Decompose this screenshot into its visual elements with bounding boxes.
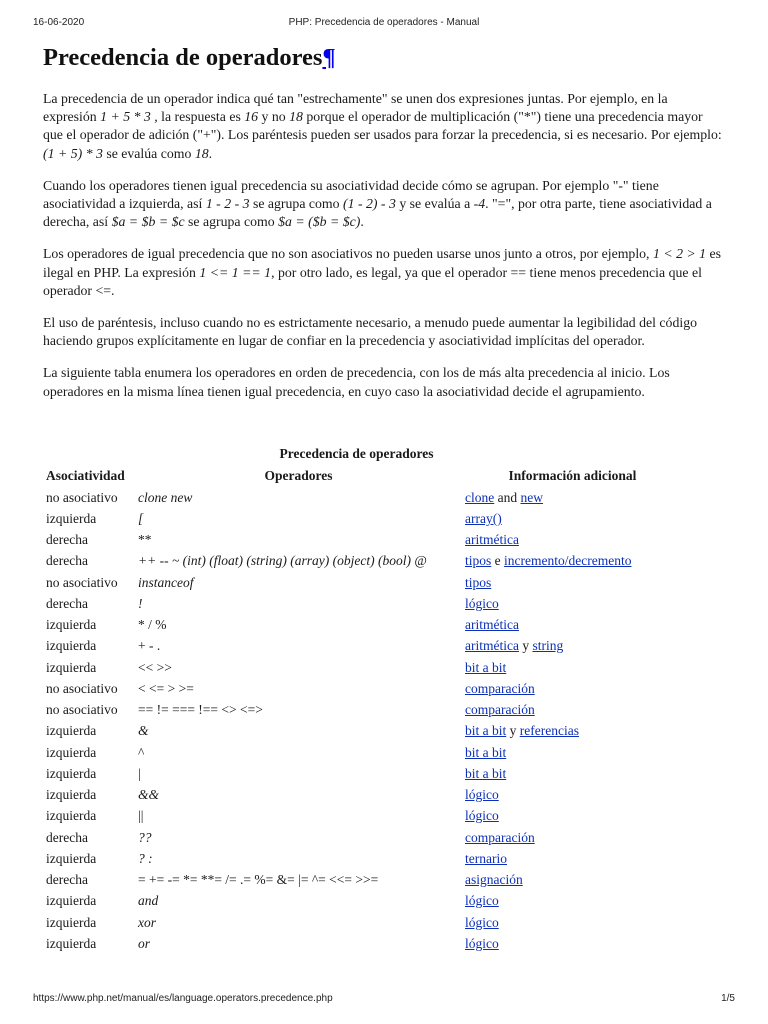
info-link[interactable]: bit a bit bbox=[465, 723, 507, 739]
info-link[interactable]: tipos bbox=[465, 553, 492, 569]
table-row bbox=[43, 615, 683, 636]
table-row bbox=[43, 785, 683, 806]
table-row bbox=[43, 678, 683, 699]
associativity-cell: izquierda bbox=[46, 638, 97, 654]
info-link[interactable]: lógico bbox=[465, 935, 499, 951]
info-cell bbox=[462, 508, 683, 529]
operators-text: | bbox=[138, 765, 141, 781]
operators-cell bbox=[135, 593, 462, 614]
associativity-cell: izquierda bbox=[46, 914, 97, 930]
operators-cell bbox=[135, 572, 462, 593]
operators-cell bbox=[135, 678, 462, 699]
info-cell bbox=[462, 870, 683, 891]
operators-text: + - . bbox=[138, 638, 161, 654]
associativity-cell: izquierda bbox=[46, 617, 97, 633]
table-row bbox=[43, 572, 683, 593]
info-cell bbox=[462, 572, 683, 593]
info-link[interactable]: aritmética bbox=[465, 617, 519, 633]
operators-cell bbox=[135, 508, 462, 529]
info-link[interactable]: lógico bbox=[465, 808, 499, 824]
paragraph-table-intro: La siguiente tabla enumera los operadores en orden de precedencia, con los de más alta precedencia al inicio. Los operadores en la misma línea tienen igual precedencia, en cuyo caso la asociatividad decide el agrupamiento. bbox=[43, 365, 670, 399]
print-header bbox=[33, 17, 735, 31]
associativity-cell: no asociativo bbox=[46, 574, 118, 590]
paragraph-parentheses: El uso de paréntesis, incluso cuando no es estrictamente necesario, a menudo puede aumentar la legibilidad del código haciendo grupos explícitamente en lugar de confiar en la precedencia y asociatividad implícitas del operador. bbox=[43, 315, 697, 349]
info-link[interactable]: asignación bbox=[465, 872, 523, 888]
info-link[interactable]: tipos bbox=[465, 574, 492, 590]
associativity-cell: derecha bbox=[46, 553, 88, 569]
table-row bbox=[43, 530, 683, 551]
table-row bbox=[43, 827, 683, 848]
operators-cell bbox=[135, 870, 462, 891]
associativity-cell: izquierda bbox=[46, 744, 97, 760]
operators-text: && bbox=[138, 787, 160, 803]
info-cell bbox=[462, 700, 683, 721]
info-link[interactable]: array() bbox=[465, 510, 502, 526]
operators-cell bbox=[135, 615, 462, 636]
operators-text: or bbox=[138, 935, 151, 951]
info-link[interactable]: new bbox=[520, 489, 543, 505]
page-title bbox=[43, 40, 723, 76]
operators-cell bbox=[135, 763, 462, 784]
operators-text: xor bbox=[138, 914, 156, 930]
operators-text: and bbox=[138, 893, 159, 909]
associativity-cell: izquierda bbox=[46, 850, 97, 866]
column-header-operators: Operadores bbox=[264, 468, 333, 483]
operators-text: || bbox=[138, 808, 144, 824]
operators-text: instanceof bbox=[138, 574, 194, 590]
column-header-associativity: Asociatividad bbox=[46, 468, 125, 483]
operators-text: [ bbox=[138, 510, 144, 526]
info-cell bbox=[462, 912, 683, 933]
table-row bbox=[43, 848, 683, 869]
operators-text: ! bbox=[138, 595, 143, 611]
print-footer bbox=[33, 993, 735, 1007]
associativity-cell: derecha bbox=[46, 532, 88, 548]
link-separator: e bbox=[491, 553, 505, 569]
info-link[interactable]: string bbox=[532, 638, 564, 654]
info-link[interactable]: aritmética bbox=[465, 638, 519, 654]
associativity-cell: no asociativo bbox=[46, 702, 118, 718]
associativity-cell: izquierda bbox=[46, 893, 97, 909]
info-cell bbox=[462, 615, 683, 636]
table-row bbox=[43, 870, 683, 891]
print-doc-title: PHP: Precedencia de operadores - Manual bbox=[288, 17, 480, 28]
info-link[interactable]: referencias bbox=[519, 723, 579, 739]
link-separator: and bbox=[494, 489, 521, 505]
info-cell bbox=[462, 785, 683, 806]
operators-cell bbox=[135, 657, 462, 678]
info-cell bbox=[462, 806, 683, 827]
info-link[interactable]: comparación bbox=[465, 702, 535, 718]
info-link[interactable]: bit a bit bbox=[465, 744, 507, 760]
info-link[interactable]: bit a bit bbox=[465, 659, 507, 675]
table-row bbox=[43, 891, 683, 912]
info-cell bbox=[462, 636, 683, 657]
operators-cell bbox=[135, 827, 462, 848]
paragraph-associativity: Cuando los operadores tienen igual precedencia su asociatividad decide cómo se agrupan. Por ejemplo "-" tiene asociatividad a izquierda, así 1 - 2 - 3 se agrupa como (1 - 2) - 3 y se evalúa a -4. "=", por otra parte, tiene asociatividad a derecha, así $a = $b = $c se agrupa como $a = ($b = $c). bbox=[43, 177, 712, 230]
info-cell bbox=[462, 763, 683, 784]
info-link[interactable]: comparación bbox=[465, 680, 535, 696]
link-separator: y bbox=[518, 638, 533, 654]
operators-text: < <= > >= bbox=[138, 680, 194, 696]
operators-text: == != === !== <> <=> bbox=[138, 702, 263, 718]
paragraph-precedence-intro: La precedencia de un operador indica qué tan "estrechamente" se unen dos expresiones juntas. Por ejemplo, en la expresión 1 + 5 * 3 , la respuesta es 16 y no 18 porque el operador de multiplicación ("*") tiene una precedencia mayor que el operador de adición ("+"). Los paréntesis pueden ser usados para forzar la precedencia, si es necesario. Por ejemplo: (1 + 5) * 3 se evalúa como 18. bbox=[43, 91, 722, 161]
info-link[interactable]: bit a bit bbox=[465, 765, 507, 781]
operators-text: ++ -- ~ (int) (float) (string) (array) (object) (bool) @ bbox=[138, 553, 427, 569]
associativity-cell: izquierda bbox=[46, 935, 97, 951]
table-row bbox=[43, 700, 683, 721]
associativity-cell: derecha bbox=[46, 872, 88, 888]
info-link[interactable]: lógico bbox=[465, 787, 499, 803]
print-date: 16-06-2020 bbox=[33, 17, 85, 28]
main-content bbox=[43, 40, 723, 401]
info-cell bbox=[462, 678, 683, 699]
table-row bbox=[43, 721, 683, 742]
info-cell bbox=[462, 487, 683, 508]
associativity-cell: no asociativo bbox=[46, 489, 118, 505]
table-row bbox=[43, 657, 683, 678]
table-row bbox=[43, 551, 683, 572]
table-row bbox=[43, 508, 683, 529]
table-row bbox=[43, 742, 683, 763]
operators-cell bbox=[135, 891, 462, 912]
associativity-cell: izquierda bbox=[46, 765, 97, 781]
table-body bbox=[43, 487, 683, 955]
table-row bbox=[43, 806, 683, 827]
operators-text: = += -= *= **= /= .= %= &= |= ^= <<= >>= bbox=[138, 872, 379, 888]
title-anchor-link[interactable]: ¶ bbox=[322, 44, 336, 71]
operators-text: ^ bbox=[138, 744, 145, 760]
associativity-cell: derecha bbox=[46, 829, 88, 845]
operators-cell bbox=[135, 487, 462, 508]
info-cell bbox=[462, 721, 683, 742]
table-row bbox=[43, 593, 683, 614]
table-row bbox=[43, 933, 683, 954]
info-cell bbox=[462, 530, 683, 551]
paragraph-non-associative: Los operadores de igual precedencia que no son asociativos no pueden usarse unos junto a otros, por ejemplo, 1 < 2 > 1 es ilegal en PHP. La expresión 1 <= 1 == 1, por otro lado, es legal, ya que el operador == tiene menos precedencia que el operador <=. bbox=[43, 246, 722, 298]
operators-text: << >> bbox=[138, 659, 172, 675]
link-separator: y bbox=[506, 723, 520, 739]
operators-cell bbox=[135, 636, 462, 657]
operators-cell bbox=[135, 551, 462, 572]
operators-cell bbox=[135, 785, 462, 806]
operators-cell bbox=[135, 742, 462, 763]
operators-text: ?? bbox=[138, 829, 152, 845]
info-link[interactable]: lógico bbox=[465, 595, 499, 611]
info-cell bbox=[462, 551, 683, 572]
table-row bbox=[43, 636, 683, 657]
table-row bbox=[43, 763, 683, 784]
operators-cell bbox=[135, 848, 462, 869]
table-header-row bbox=[43, 465, 683, 487]
info-link[interactable]: lógico bbox=[465, 914, 499, 930]
info-link[interactable]: aritmética bbox=[465, 532, 519, 548]
associativity-cell: derecha bbox=[46, 595, 88, 611]
info-cell bbox=[462, 593, 683, 614]
associativity-cell: izquierda bbox=[46, 659, 97, 675]
operators-text: ? : bbox=[138, 850, 153, 866]
print-page-number: 1/5 bbox=[721, 993, 735, 1004]
operators-text: ** bbox=[138, 532, 152, 548]
column-header-info: Información adicional bbox=[508, 468, 637, 483]
info-link[interactable]: clone bbox=[465, 489, 495, 505]
info-cell bbox=[462, 657, 683, 678]
table-row bbox=[43, 912, 683, 933]
table-caption: Precedencia de operadores bbox=[279, 446, 434, 461]
operators-text: & bbox=[138, 723, 149, 739]
operators-cell bbox=[135, 721, 462, 742]
info-cell bbox=[462, 742, 683, 763]
info-cell bbox=[462, 891, 683, 912]
info-cell bbox=[462, 827, 683, 848]
operators-cell bbox=[135, 912, 462, 933]
info-link[interactable]: ternario bbox=[465, 850, 507, 866]
print-url: https://www.php.net/manual/es/language.operators.precedence.php bbox=[33, 993, 333, 1004]
info-link[interactable]: comparación bbox=[465, 829, 535, 845]
info-cell bbox=[462, 933, 683, 954]
operators-cell bbox=[135, 700, 462, 721]
info-cell bbox=[462, 848, 683, 869]
operators-cell bbox=[135, 806, 462, 827]
operators-text: clone new bbox=[138, 489, 193, 505]
info-link[interactable]: incremento/decremento bbox=[504, 553, 632, 569]
operators-cell bbox=[135, 933, 462, 954]
page-title-text: Precedencia de operadores bbox=[43, 44, 323, 71]
associativity-cell: izquierda bbox=[46, 808, 97, 824]
associativity-cell: izquierda bbox=[46, 787, 97, 803]
operators-text: * / % bbox=[138, 617, 167, 633]
associativity-cell: izquierda bbox=[46, 510, 97, 526]
table-row bbox=[43, 487, 683, 508]
associativity-cell: izquierda bbox=[46, 723, 97, 739]
operators-cell bbox=[135, 530, 462, 551]
operator-precedence-table bbox=[43, 465, 683, 955]
info-link[interactable]: lógico bbox=[465, 893, 499, 909]
associativity-cell: no asociativo bbox=[46, 680, 118, 696]
